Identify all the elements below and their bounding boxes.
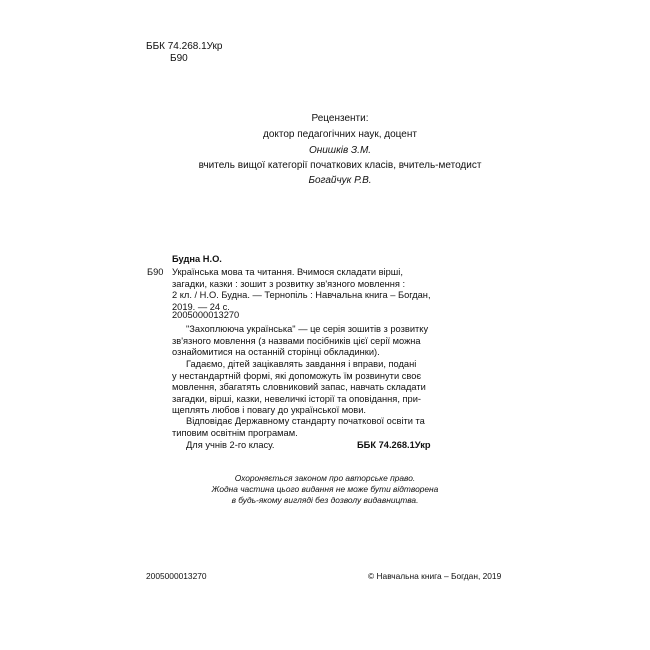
standard-paragraph [172, 416, 425, 439]
footer-isbn: 2005000013270 [146, 571, 207, 581]
description-line: 2019. — 24 с. [172, 301, 230, 312]
reviewer-1-name: Онишків З.М. [308, 145, 372, 156]
paragraph-line: зв'язного мовлення (з назвами посібників цієї серії можна [172, 335, 421, 346]
paragraph-line: Відповідає Державному стандарту початкової освіти та [186, 416, 425, 426]
series-paragraph [172, 324, 428, 359]
copyright-notice-line: Жодна частина цього видання не може бути відтворена [211, 484, 439, 494]
description-line: 2 кл. / Н.О. Будна. — Тернопіль : Навчальна книга – Богдан, [172, 290, 431, 300]
paragraph-line: "Захоплююча українська" — це серія зошитів з розвитку [186, 324, 429, 334]
paragraph-line: типовим освітнім програмам. [172, 427, 298, 438]
catalog-code: Б90 [147, 267, 164, 277]
description-line: загадки, казки : зошит з розвитку зв'язного мовлення : [172, 278, 406, 289]
paragraph-line: загадки, вірші, казки, невеличкі історії та оповідання, при- [172, 393, 421, 404]
bbk-code: ББК 74.268.1Укр [146, 41, 223, 52]
paragraph-line: у нестандартній формі, які допоможуть їм розвинути своє [172, 370, 422, 381]
audience-line: Для учнів 2-го класу. [186, 440, 275, 450]
footer-copyright: © Навчальна книга – Богдан, 2019 [368, 571, 502, 581]
paragraph-line: щеплять любов і повагу до української мови. [172, 405, 367, 415]
paragraph-line: Гадаємо, дітей зацікавлять завдання і вправи, подані [186, 359, 417, 369]
description-line: Українська мова та читання. Вчимося складати вірші, [172, 267, 403, 277]
reviewers-title: Рецензенти: [311, 113, 369, 124]
paragraph-line: мовлення, збагатять словниковий запас, навчать складати [172, 382, 426, 392]
reviewer-1-title: доктор педагогічних наук, доцент [263, 129, 417, 140]
reviewer-2-title: вчитель вищої категорії початкових класів, вчитель-методист [198, 160, 482, 171]
copyright-notice-line: в будь-якому вигляді без дозволу видавництва. [231, 495, 419, 505]
catalog-bbk: ББК 74.268.1Укр [357, 440, 431, 450]
catalog-isbn: 2005000013270 [172, 310, 240, 320]
catalog-description [172, 267, 431, 313]
catalog-author: Будна Н.О. [172, 254, 222, 264]
paragraph-line: ознайомитися на останній сторінці обкладинки). [172, 347, 380, 357]
reviewer-2-name: Богайчук Р.В. [308, 175, 372, 186]
description-paragraph [172, 359, 426, 417]
copyright-notice-line: Охороняється законом про авторське право. [234, 473, 416, 483]
author-mark: Б90 [170, 53, 188, 64]
